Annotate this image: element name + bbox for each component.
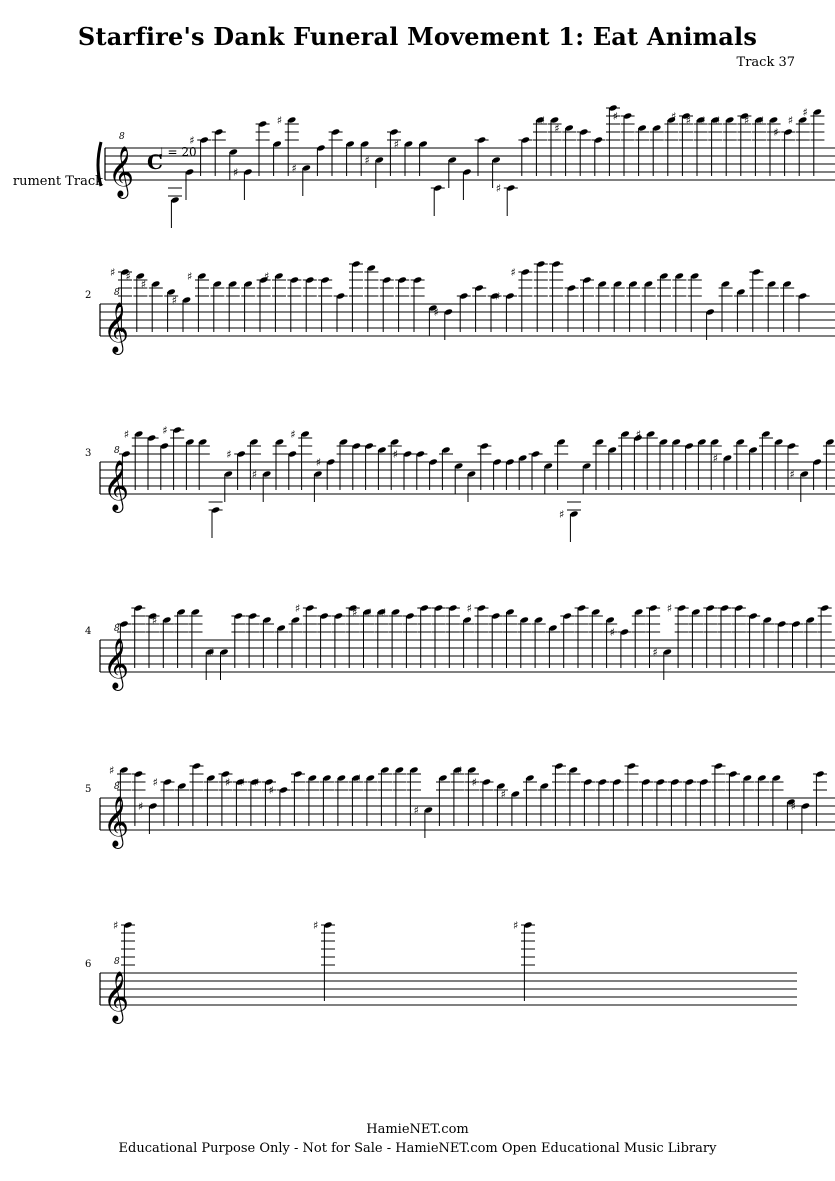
note	[789, 468, 809, 502]
note	[407, 766, 421, 826]
note	[387, 128, 401, 176]
note	[346, 140, 355, 176]
note	[381, 606, 403, 668]
sharp-icon: ♯	[466, 602, 472, 615]
note	[467, 602, 489, 668]
sharp-icon: ♯	[225, 776, 231, 789]
time-signature: C	[147, 150, 163, 174]
treble-clef-icon: 𝄞	[103, 796, 130, 847]
staff-system	[85, 762, 835, 849]
note	[462, 168, 471, 200]
note	[433, 306, 453, 340]
sharp-icon: ♯	[152, 776, 158, 789]
note	[131, 604, 145, 668]
note	[788, 114, 810, 176]
note	[329, 128, 343, 176]
sharp-icon: ♯	[744, 114, 750, 127]
note	[532, 616, 546, 668]
note	[625, 762, 639, 826]
sharp-icon: ♯	[268, 784, 274, 797]
note	[813, 458, 822, 490]
note	[226, 280, 240, 332]
note	[375, 446, 389, 490]
note	[682, 442, 696, 490]
note	[185, 168, 194, 200]
note	[168, 188, 182, 228]
note	[791, 800, 811, 834]
note	[785, 442, 799, 490]
note	[695, 438, 709, 490]
sharp-icon: ♯	[162, 424, 168, 437]
note	[493, 458, 502, 490]
footer-site: HamieNET.com	[366, 1122, 469, 1137]
note	[247, 438, 261, 490]
sharp-icon: ♯	[802, 106, 808, 119]
note	[393, 448, 415, 490]
track-label: Track 37	[736, 55, 795, 70]
system-bracket	[98, 142, 101, 186]
note	[364, 154, 384, 188]
sharp-icon: ♯	[151, 614, 158, 627]
sharp-icon: ♯	[209, 646, 215, 659]
note	[226, 448, 248, 490]
sharp-icon: ♯	[140, 278, 147, 291]
note	[773, 126, 795, 176]
note	[549, 260, 563, 332]
clef-octave-mark: 8	[114, 446, 120, 456]
note	[273, 140, 282, 176]
note	[316, 144, 325, 176]
clef-octave-mark: 8	[114, 624, 120, 634]
note	[183, 438, 197, 490]
note	[153, 776, 175, 826]
note	[632, 608, 646, 668]
sharp-icon: ♯	[239, 776, 245, 789]
note	[189, 608, 203, 668]
note	[759, 430, 773, 490]
note	[546, 624, 560, 668]
sharp-icon: ♯	[355, 772, 361, 785]
sharp-icon: ♯	[364, 154, 370, 167]
note	[472, 776, 494, 826]
sharp-icon: ♯	[393, 138, 399, 151]
sharp-icon: ♯	[554, 122, 560, 135]
note	[501, 788, 521, 826]
staff-system	[85, 260, 835, 355]
note	[683, 778, 697, 826]
note	[749, 268, 763, 332]
note	[802, 106, 824, 176]
note	[446, 604, 460, 668]
note	[593, 438, 607, 490]
note	[650, 124, 664, 176]
note	[712, 762, 726, 826]
note	[393, 766, 407, 826]
sharp-icon: ♯	[671, 110, 677, 123]
note	[429, 458, 438, 490]
note	[141, 278, 163, 332]
note	[718, 604, 732, 668]
note	[335, 774, 349, 826]
sharp-icon: ♯	[457, 764, 463, 777]
sharp-icon: ♯	[609, 626, 615, 639]
note	[761, 616, 775, 668]
system-number: 3	[85, 448, 92, 459]
note	[596, 778, 610, 826]
note	[252, 468, 272, 502]
note	[734, 288, 748, 332]
note	[554, 122, 576, 176]
system-number: 2	[85, 290, 92, 301]
sharp-icon: ♯	[294, 602, 301, 615]
note	[269, 784, 291, 826]
sharp-icon: ♯	[290, 428, 296, 441]
note	[138, 800, 158, 834]
sharp-icon: ♯	[559, 508, 565, 521]
sharp-icon: ♯	[510, 266, 516, 279]
treble-clef-icon: 𝄞	[103, 638, 130, 689]
note	[472, 284, 486, 332]
note	[567, 766, 581, 826]
tempo-marking: ♩ = 20	[158, 145, 197, 159]
sharp-icon: ♯	[226, 448, 232, 461]
staff-system	[85, 919, 797, 1024]
sharp-icon: ♯	[513, 919, 519, 932]
note	[559, 502, 581, 542]
sharp-icon: ♯	[789, 468, 795, 481]
note	[291, 162, 311, 196]
note	[803, 616, 817, 668]
note	[552, 762, 566, 826]
note	[789, 620, 803, 668]
note	[534, 260, 548, 332]
note	[765, 280, 779, 332]
system-number: 6	[85, 959, 92, 970]
clef-octave-mark: 8	[114, 957, 120, 967]
note	[618, 430, 632, 490]
sharp-icon: ♯	[254, 776, 260, 789]
note	[780, 280, 794, 332]
note	[611, 280, 625, 332]
sharp-icon: ♯	[652, 646, 658, 659]
note	[672, 272, 686, 332]
note	[209, 646, 229, 680]
note	[667, 602, 689, 668]
note	[337, 438, 351, 490]
note	[417, 604, 431, 668]
sharp-icon: ♯	[635, 428, 642, 441]
note	[581, 778, 595, 826]
sharp-icon: ♯	[500, 788, 506, 801]
note	[589, 608, 603, 668]
note	[657, 272, 671, 332]
note	[689, 608, 703, 668]
sharp-icon: ♯	[471, 776, 477, 789]
note	[212, 128, 226, 176]
note	[157, 442, 171, 490]
note	[669, 438, 683, 490]
note	[823, 438, 835, 490]
note	[664, 116, 678, 176]
note	[595, 280, 609, 332]
sharp-icon: ♯	[787, 114, 794, 127]
note	[505, 458, 514, 490]
note	[636, 428, 658, 490]
sharp-icon: ♯	[539, 114, 545, 127]
sharp-icon: ♯	[712, 452, 718, 465]
note	[431, 184, 445, 216]
note	[775, 620, 789, 668]
note	[538, 782, 552, 826]
staff-system	[85, 602, 835, 691]
note	[770, 774, 784, 826]
treble-clef-icon: 𝄞	[103, 971, 130, 1022]
note	[152, 614, 174, 668]
note	[605, 446, 619, 490]
sharp-icon: ♯	[700, 114, 706, 127]
treble-clef-icon: 𝄞	[103, 302, 130, 353]
note	[187, 270, 209, 332]
note	[432, 604, 446, 668]
note	[356, 772, 378, 826]
note	[273, 438, 287, 490]
note	[523, 774, 537, 826]
treble-clef-icon: 𝄞	[103, 460, 130, 511]
staff-systems	[85, 104, 835, 1024]
note	[759, 114, 781, 176]
note	[260, 616, 274, 668]
sharp-icon: ♯	[123, 428, 130, 441]
note	[732, 604, 746, 668]
note	[626, 280, 640, 332]
note	[290, 428, 312, 490]
note	[577, 128, 591, 176]
sharp-icon: ♯	[714, 114, 721, 127]
note	[610, 626, 632, 668]
note	[503, 608, 517, 668]
note	[362, 442, 376, 490]
sharp-icon: ♯	[313, 919, 319, 932]
note	[652, 646, 672, 680]
clef-octave-mark: 8	[114, 288, 120, 298]
note	[174, 608, 188, 668]
instrument-name: rument Track	[12, 174, 103, 189]
sharp-icon: ♯	[413, 804, 419, 817]
note	[477, 442, 491, 490]
note	[388, 438, 402, 490]
note	[210, 280, 224, 332]
system-number: 5	[85, 784, 92, 795]
note	[289, 616, 303, 668]
page-title: Starfire's Dank Funeral Movement 1: Eat Animals	[77, 22, 758, 51]
note	[635, 124, 649, 176]
note	[613, 110, 635, 176]
sharp-icon: ♯	[666, 602, 673, 615]
note	[436, 774, 450, 826]
note	[306, 774, 320, 826]
note	[715, 114, 737, 176]
note	[706, 308, 715, 340]
note	[565, 284, 579, 332]
note	[510, 266, 532, 332]
note	[719, 280, 733, 332]
note	[460, 616, 474, 668]
note	[320, 774, 334, 826]
sharp-icon: ♯	[110, 266, 116, 279]
note	[364, 264, 378, 332]
note	[204, 774, 218, 826]
note	[575, 604, 589, 668]
sharp-icon: ♯	[171, 294, 177, 307]
note	[274, 624, 288, 668]
note	[668, 778, 682, 826]
sharp-icon: ♯	[276, 114, 283, 127]
note	[209, 502, 223, 538]
note	[518, 454, 527, 490]
note	[172, 294, 192, 332]
sharp-icon: ♯	[113, 919, 119, 932]
note	[688, 272, 702, 332]
note	[517, 616, 531, 668]
sharp-icon: ♯	[790, 800, 796, 813]
sharp-icon: ♯	[125, 270, 131, 283]
note	[264, 270, 286, 332]
note	[439, 446, 453, 490]
note	[162, 424, 184, 490]
note	[495, 290, 517, 332]
note	[746, 446, 760, 490]
clef-octave-mark: 8	[114, 782, 120, 792]
sharp-icon: ♯	[352, 606, 358, 619]
sharp-icon: ♯	[109, 764, 115, 777]
note	[603, 616, 617, 668]
sharp-icon: ♯	[187, 270, 193, 283]
note	[175, 782, 189, 826]
note	[190, 762, 204, 826]
sharp-icon: ♯	[773, 126, 779, 139]
treble-clef-icon: 𝄞	[108, 146, 135, 197]
note	[414, 804, 434, 838]
note	[755, 774, 769, 826]
sharp-icon: ♯	[138, 800, 144, 813]
sharp-icon: ♯	[380, 606, 387, 619]
sharp-icon: ♯	[189, 134, 195, 147]
note	[772, 438, 786, 490]
staff-system	[85, 424, 835, 542]
note	[697, 778, 711, 826]
sharp-icon: ♯	[392, 448, 398, 461]
sharp-icon: ♯	[233, 166, 239, 179]
note	[349, 260, 363, 332]
note	[554, 438, 568, 490]
note	[196, 438, 210, 490]
note	[496, 182, 518, 216]
note	[610, 778, 624, 826]
system-number: 4	[85, 626, 92, 637]
note	[241, 280, 255, 332]
clef-octave-mark: 8	[119, 132, 125, 142]
sharp-icon: ♯	[366, 606, 372, 619]
note	[457, 764, 479, 826]
note	[642, 280, 656, 332]
sharp-icon: ♯	[315, 456, 322, 469]
note	[295, 602, 317, 668]
note	[654, 778, 668, 826]
sharp-icon: ♯	[758, 114, 764, 127]
sharp-icon: ♯	[495, 290, 501, 303]
note	[378, 766, 392, 826]
note	[349, 442, 363, 490]
sharp-icon: ♯	[612, 110, 618, 123]
note	[741, 774, 755, 826]
note	[703, 604, 717, 668]
sharp-icon: ♯	[685, 114, 691, 127]
sharp-icon: ♯	[264, 270, 270, 283]
footer-note: Educational Purpose Only - Not for Sale - HamieNET.com Open Educational Music Library	[118, 1141, 717, 1156]
sharp-icon: ♯	[251, 468, 258, 481]
note	[818, 604, 832, 668]
note	[733, 438, 747, 490]
sharp-icon: ♯	[495, 182, 502, 195]
staff-system	[98, 104, 835, 228]
sharp-icon: ♯	[433, 306, 439, 319]
sharp-icon: ♯	[291, 162, 297, 175]
note	[713, 452, 733, 490]
note	[233, 166, 253, 200]
note	[394, 138, 414, 176]
note	[657, 438, 671, 490]
note	[639, 778, 653, 826]
note	[419, 140, 428, 176]
